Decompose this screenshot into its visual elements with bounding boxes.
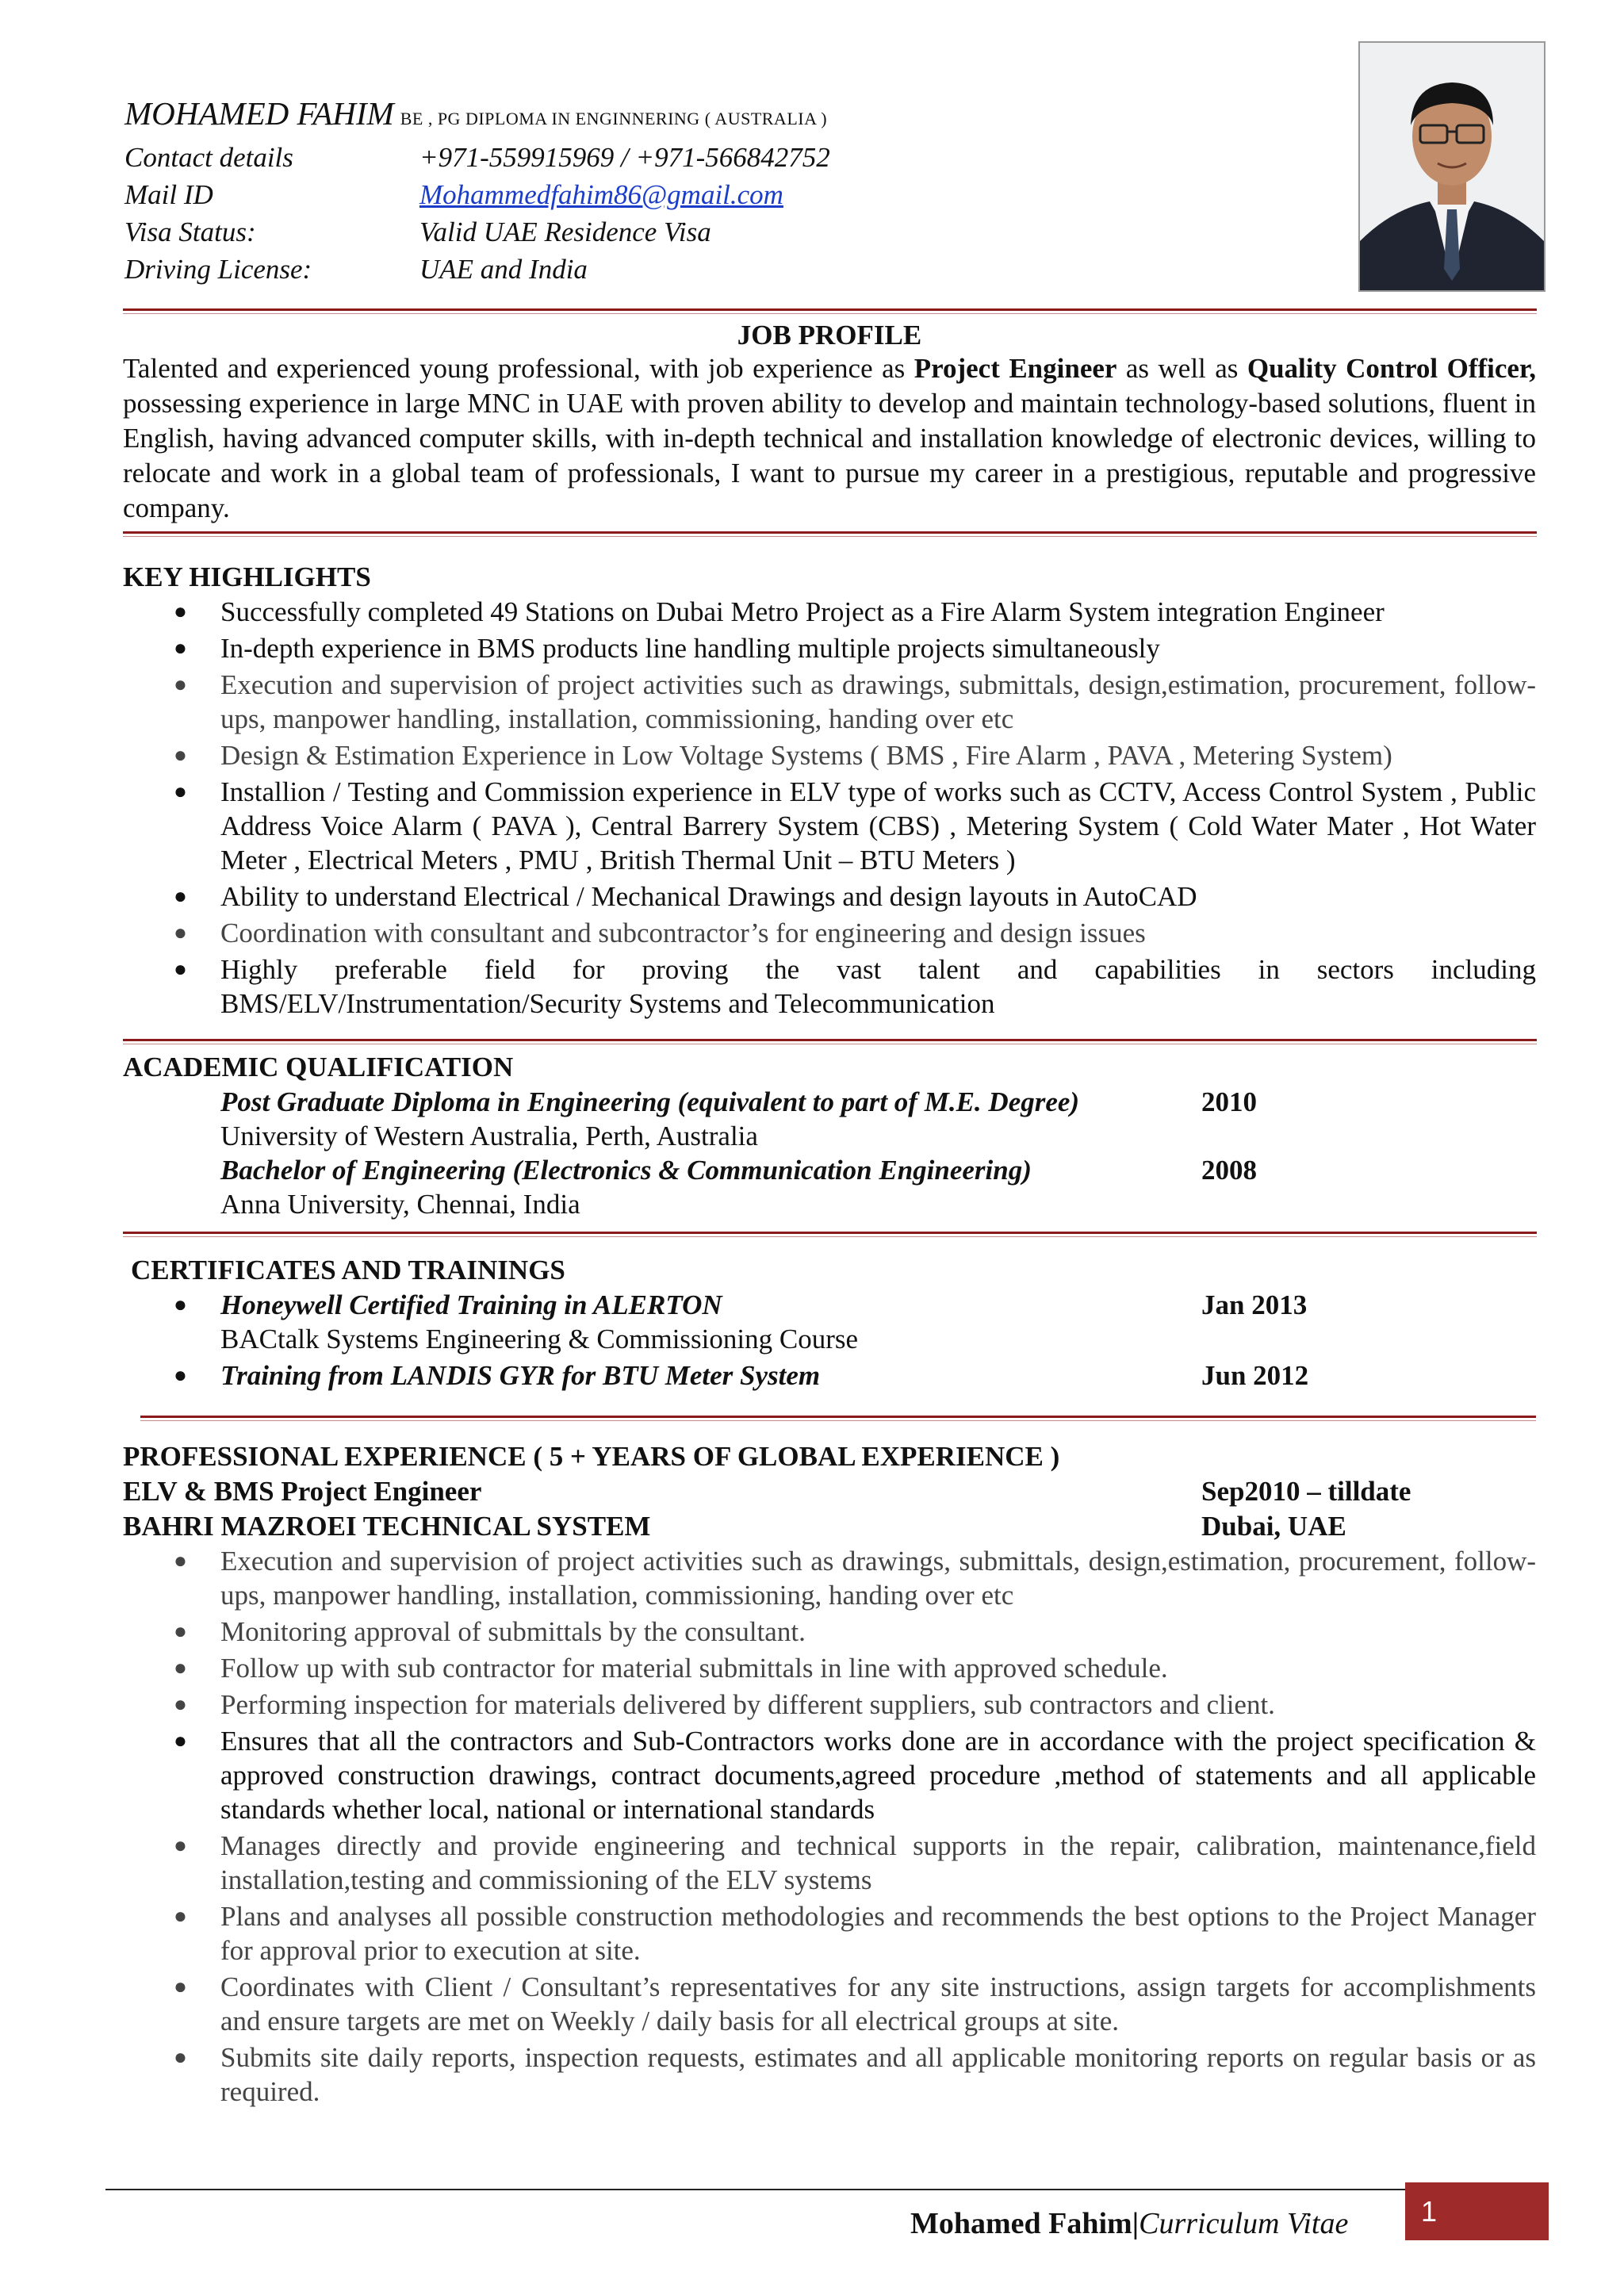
divider-rule bbox=[140, 1416, 1536, 1422]
list-item: ● Coordination with consultant and subcontractor’s for engineering and design issues bbox=[174, 918, 1146, 948]
list-item: ● Performing inspection for materials delivered by different suppliers, sub contractors and client. bbox=[174, 1689, 1275, 1720]
footer-title bbox=[910, 2195, 1348, 2252]
mail-link[interactable]: Mohammedfahim86@gmail.com bbox=[419, 179, 783, 210]
certificate-title: Honeywell Certified Training in ALERTON bbox=[220, 1289, 722, 1320]
portrait-image bbox=[1360, 43, 1544, 290]
visa-row bbox=[124, 213, 1314, 251]
certificates-list bbox=[123, 1288, 1536, 1393]
job-profile-text: Talented and experienced young professional, with job experience as Project Engineer as well as Quality Control Officer, possessing experience in large MNC in UAE with proven ability to develop and maintain technology-based solutions, fluent in English, having advanced computer skills, with in-depth technical and installation knowledge of electronic devices, willing to relocate and work in a global team of professionals, I want to pursue my career in a prestigious, reputable and progressive company. bbox=[123, 353, 1536, 523]
certificates-section bbox=[123, 1253, 1536, 1395]
footer-label: Curriculum Vitae bbox=[1139, 2207, 1349, 2240]
footer-rule bbox=[105, 2189, 1533, 2190]
candidate-name-line bbox=[124, 94, 1314, 139]
qualification-year: 2010 bbox=[1201, 1086, 1257, 1117]
list-item: ● Ensures that all the contractors and Sub-Contractors works done are in accordance with the project specification & approved construction drawings, contract documents,agreed procedure ,method of statements and all applicable standards whether local, national or international standards bbox=[174, 1726, 1536, 1825]
experience-heading: PROFESSIONAL EXPERIENCE ( 5 + YEARS OF GLOBAL EXPERIENCE ) bbox=[123, 1441, 1060, 1472]
divider-rule bbox=[123, 1232, 1537, 1238]
list-item: ● Design & Estimation Experience in Low Voltage Systems ( BMS , Fire Alarm , PAVA , Metering System) bbox=[174, 740, 1392, 771]
qualification-title: Post Graduate Diploma in Engineering (equivalent to part of M.E. Degree) bbox=[220, 1086, 1080, 1117]
mail-label: Mail ID bbox=[124, 179, 213, 210]
contact-label: Contact details bbox=[124, 142, 293, 173]
contact-value: +971-559915969 / +971-566842752 bbox=[419, 142, 830, 173]
list-item: ● Follow up with sub contractor for material submittals in line with approved schedule. bbox=[174, 1653, 1168, 1684]
experience-period: Sep2010 – tilldate bbox=[1201, 1476, 1411, 1507]
cv-header bbox=[124, 94, 1314, 288]
certificate-date: Jan 2013 bbox=[1201, 1289, 1308, 1320]
qualification-institution: University of Western Australia, Perth, Australia bbox=[220, 1121, 758, 1151]
experience-location: Dubai, UAE bbox=[1201, 1511, 1346, 1542]
list-item: ● Manages directly and provide engineering and technical supports in the repair, calibration, maintenance,field installation,testing and commissioning of the ELV systems bbox=[174, 1830, 1536, 1895]
key-highlights-section bbox=[123, 560, 1536, 1023]
list-item: ● In-depth experience in BMS products line handling multiple projects simultaneously bbox=[174, 633, 1160, 664]
license-label: Driving License: bbox=[124, 254, 312, 285]
qualification-entry bbox=[123, 1085, 1536, 1119]
visa-value: Valid UAE Residence Visa bbox=[419, 216, 711, 247]
experience-company: BAHRI MAZROEI TECHNICAL SYSTEM bbox=[123, 1511, 651, 1542]
mail-row bbox=[124, 176, 1314, 213]
list-item: ● Ability to understand Electrical / Mechanical Drawings and design layouts in AutoCAD bbox=[174, 881, 1197, 912]
divider-rule bbox=[123, 531, 1537, 538]
experience-section bbox=[123, 1439, 1536, 2111]
qualification-title: Bachelor of Engineering (Electronics & Communication Engineering) bbox=[220, 1155, 1032, 1186]
experience-company-row bbox=[123, 1509, 1536, 1544]
list-item: ● Execution and supervision of project activities such as drawings, submittals, design,estimation, procurement, follow-ups, manpower handling, installation, commissioning, handing over etc bbox=[174, 1546, 1536, 1611]
experience-list bbox=[123, 1544, 1536, 2109]
job-profile-heading: JOB PROFILE bbox=[737, 320, 922, 351]
list-item: ● Submits site daily reports, inspection requests, estimates and all applicable monitoring reports on regular basis or as required. bbox=[174, 2042, 1536, 2107]
contact-row bbox=[124, 139, 1314, 176]
list-item: ● Highly preferable field for proving the vast talent and capabilities in sectors including BMS/ELV/Instrumentation/Security Systems and Telecommunication bbox=[174, 954, 1536, 1019]
profile-photo bbox=[1358, 41, 1545, 292]
academic-section bbox=[123, 1050, 1536, 1221]
license-row bbox=[124, 251, 1314, 288]
license-value: UAE and India bbox=[419, 254, 588, 285]
certificate-title: Training from LANDIS GYR for BTU Meter System bbox=[220, 1360, 821, 1391]
experience-role: ELV & BMS Project Engineer bbox=[123, 1476, 482, 1507]
key-highlights-heading: KEY HIGHLIGHTS bbox=[123, 561, 371, 592]
footer-name: Mohamed Fahim bbox=[910, 2207, 1132, 2240]
list-item: ● Execution and supervision of project activities such as drawings, submittals, design,estimation, procurement, follow-ups, manpower handling, installation, commissioning, handing over etc bbox=[174, 669, 1536, 734]
certificates-heading: CERTIFICATES AND TRAININGS bbox=[131, 1255, 565, 1285]
list-item: ● Installion / Testing and Commission experience in ELV type of works such as CCTV, Access Control System , Public Address Voice Alarm ( PAVA ), Central Barrery System (CBS) , Metering System ( Cold Water Mater , Hot Water Meter , Electrical Meters , PMU , British Thermal Unit – BTU Meters ) bbox=[174, 776, 1536, 875]
qualification-year: 2008 bbox=[1201, 1155, 1257, 1186]
visa-label: Visa Status: bbox=[124, 216, 256, 247]
key-highlights-list bbox=[123, 595, 1536, 1021]
list-item: ● Training from LANDIS GYR for BTU Meter System Jun 2012 bbox=[174, 1360, 1309, 1391]
footer-separator: | bbox=[1132, 2207, 1139, 2240]
experience-role-row bbox=[123, 1474, 1536, 1509]
list-item: ● Honeywell Certified Training in ALERTON Jan 2013 BACtalk Systems Engineering & Commissioning Course bbox=[123, 1288, 1536, 1356]
candidate-degrees: BE , PG DIPLOMA IN ENGINNERING ( AUSTRALIA ) bbox=[400, 109, 828, 128]
divider-rule bbox=[123, 1039, 1537, 1045]
job-profile-section bbox=[123, 320, 1536, 526]
qualification-institution: Anna University, Chennai, India bbox=[220, 1189, 580, 1220]
academic-heading: ACADEMIC QUALIFICATION bbox=[123, 1052, 514, 1082]
list-item: ● Monitoring approval of submittals by the consultant. bbox=[174, 1616, 806, 1647]
page-number-box bbox=[1405, 2182, 1549, 2240]
certificate-date: Jun 2012 bbox=[1201, 1360, 1309, 1391]
page-number: 1 bbox=[1421, 2195, 1438, 2228]
list-item: ● Successfully completed 49 Stations on Dubai Metro Project as a Fire Alarm System integration Engineer bbox=[174, 596, 1385, 627]
list-item: ● Coordinates with Client / Consultant’s representatives for any site instructions, assign targets for accomplishments and ensure targets are met on Weekly / daily basis for all electrical groups at site. bbox=[174, 1971, 1536, 2036]
list-item: ● Plans and analyses all possible construction methodologies and recommends the best options to the Project Manager for approval prior to execution at site. bbox=[174, 1901, 1536, 1966]
certificate-detail: BACtalk Systems Engineering & Commissioning Course bbox=[220, 1324, 859, 1354]
qualification-entry bbox=[123, 1153, 1536, 1187]
divider-rule bbox=[123, 308, 1537, 315]
candidate-name: MOHAMED FAHIM bbox=[124, 95, 394, 132]
